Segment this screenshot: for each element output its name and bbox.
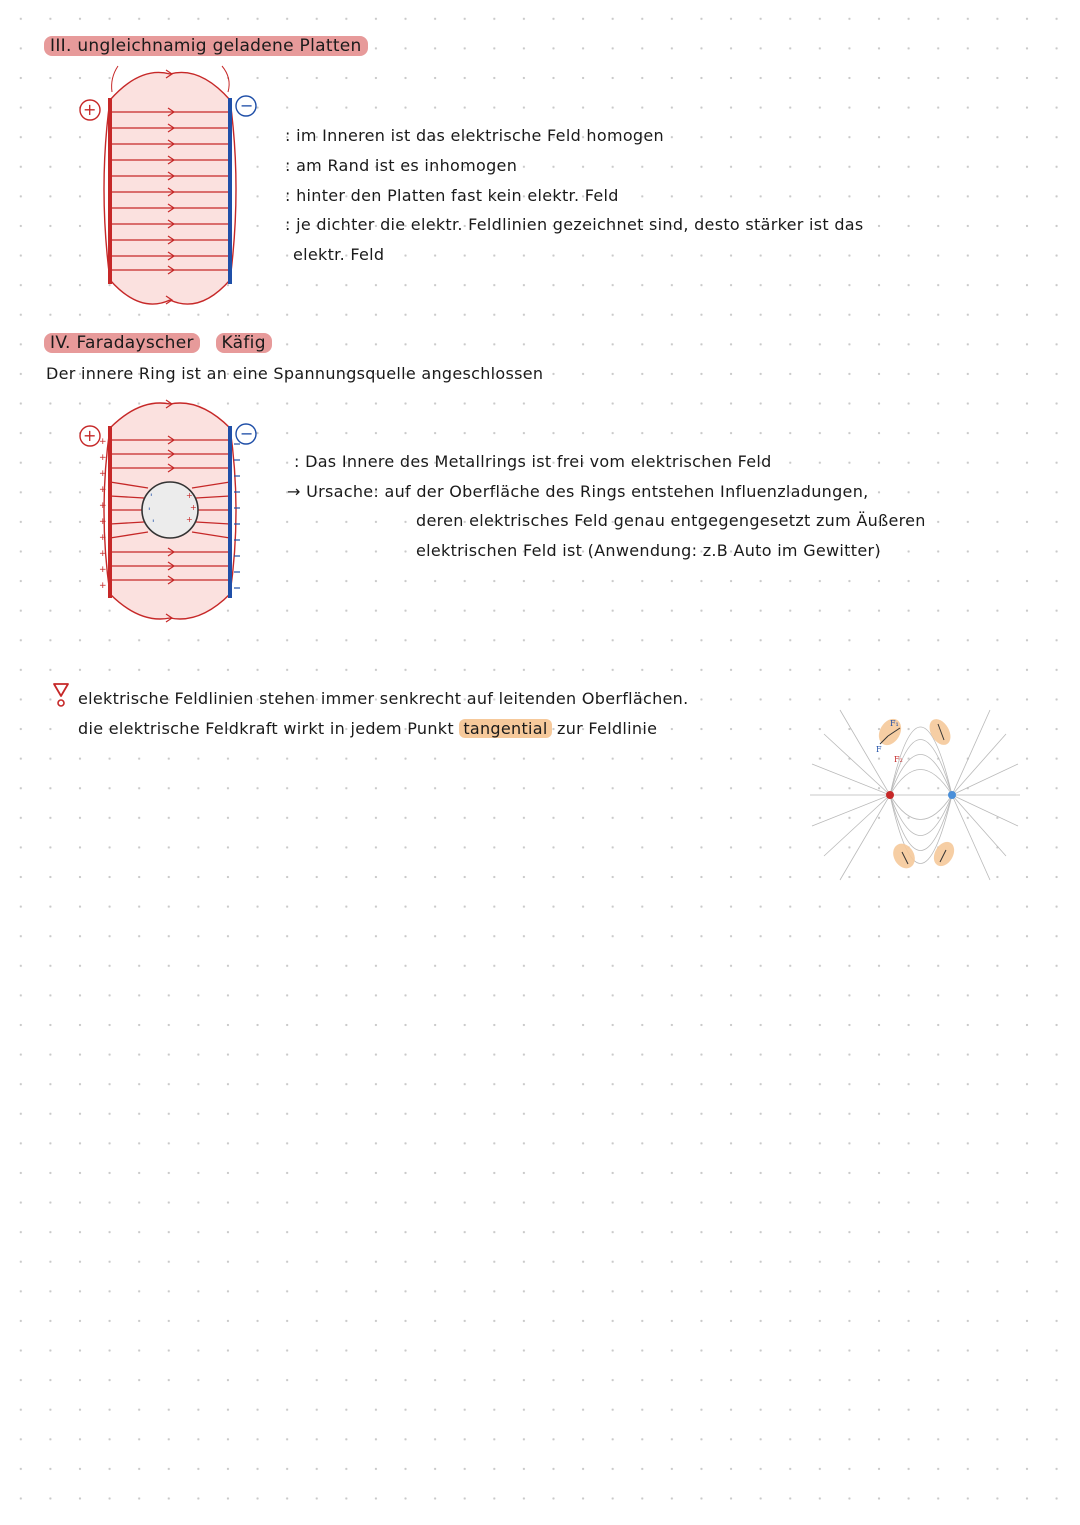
svg-text:+: +	[99, 453, 107, 463]
section4-line-4: elektrischen Feld ist (Anwendung: z.B Auto im Gewitter)	[416, 541, 881, 560]
section3-line-4: : je dichter die elektr. Feldlinien gezeichnet sind, desto stärker ist das	[285, 215, 864, 234]
section4-heading	[44, 333, 272, 353]
dipole-field-figure	[810, 704, 1020, 894]
svg-text:+: +	[99, 549, 107, 559]
svg-text:': '	[150, 493, 153, 503]
svg-text:+: +	[186, 491, 193, 500]
note-line-2-start: die elektrische Feldkraft wirkt in jedem Punkt	[78, 719, 454, 738]
section3-line-2: : am Rand ist es inhomogen	[285, 156, 518, 175]
section3-heading: III. ungleichnamig geladene Platten	[44, 36, 368, 56]
minus-sign: −	[240, 424, 254, 443]
svg-text:+: +	[99, 533, 107, 543]
svg-text:+: +	[186, 515, 193, 524]
svg-text:+: +	[99, 565, 107, 575]
plus-sign: +	[83, 426, 97, 445]
section3-line-5: elektr. Feld	[293, 245, 385, 264]
svg-text:+: +	[99, 517, 107, 527]
minus-sign: −	[240, 96, 254, 115]
note-line-1: elektrische Feldlinien stehen immer senkrecht auf leitenden Oberflächen.	[78, 689, 689, 708]
section3-line-3: : hinter den Platten fast kein elektr. Feld	[285, 186, 619, 205]
tangential-highlight: tangential	[459, 719, 551, 738]
section4-heading-part2: Käfig	[216, 333, 272, 353]
section4-line-2: → Ursache: auf der Oberfläche des Rings entstehen Influenzladungen,	[287, 482, 869, 501]
section3-line-1: : im Inneren ist das elektrische Feld homogen	[285, 126, 664, 145]
note-line-2	[78, 719, 657, 738]
svg-text:+: +	[99, 485, 107, 495]
section4-line-3: deren elektrisches Feld genau entgegengesetzt zum Äußeren	[416, 511, 926, 530]
svg-text:+: +	[99, 469, 107, 479]
svg-text:+: +	[99, 501, 107, 511]
svg-text:+: +	[190, 503, 197, 512]
f2-label: F₂	[894, 755, 903, 764]
svg-text:': '	[148, 507, 151, 517]
note-line-2-end: zur Feldlinie	[557, 719, 658, 738]
svg-text:+: +	[99, 581, 107, 591]
section4-line-1: : Das Innere des Metallrings ist frei vom elektrischen Feld	[294, 452, 772, 471]
section4-intro: Der innere Ring ist an eine Spannungsquelle angeschlossen	[46, 364, 544, 383]
svg-text:+: +	[99, 437, 107, 447]
svg-text:': '	[152, 519, 155, 529]
f-label: F	[876, 745, 882, 754]
f1-label: F₁	[890, 719, 899, 728]
warning-icon	[52, 682, 70, 708]
plus-sign: +	[83, 100, 97, 119]
section4-heading-part1: IV. Faradayscher	[44, 333, 200, 353]
